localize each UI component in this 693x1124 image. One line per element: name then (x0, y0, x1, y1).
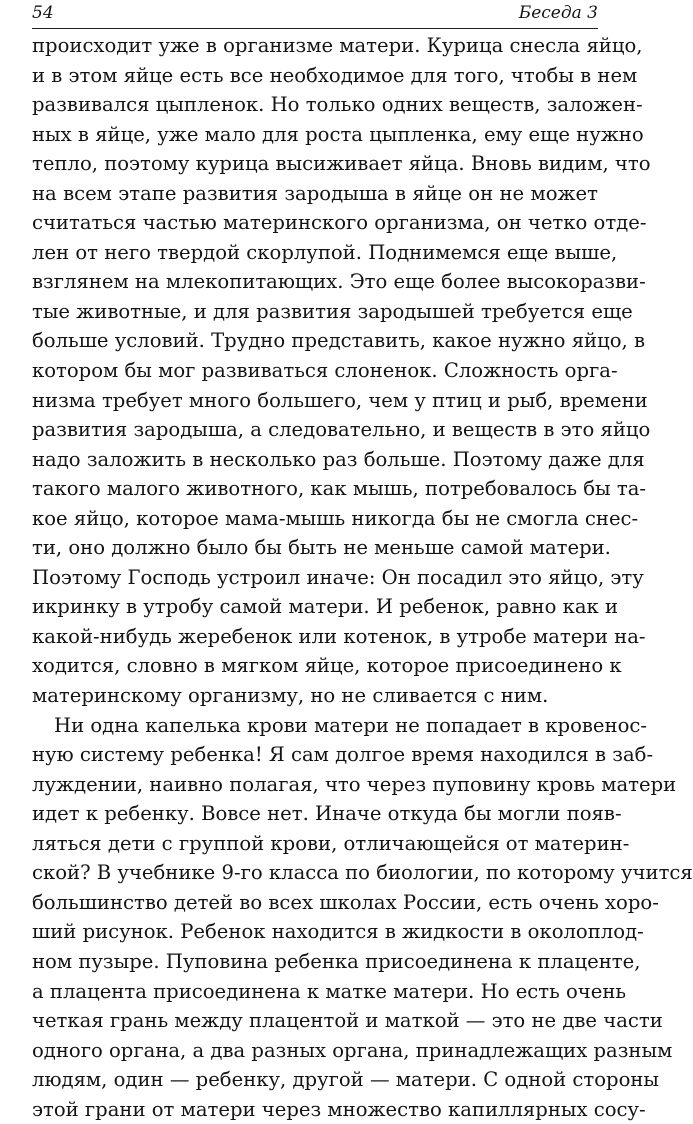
text-line: Поэтому Господь устроил иначе: Он посадил это яйцо, эту (32, 565, 644, 589)
text-line: ший рисунок. Ребенок находится в жидкости в околоплод- (32, 920, 644, 944)
text-line: ную систему ребенка! Я сам долгое время находился в заб- (32, 743, 654, 767)
text-line: ных в яйце, уже мало для роста цыпленка, ему еще нужно (32, 122, 644, 146)
text-line: и в этом яйце есть все необходимое для того, чтобы в нем (32, 63, 638, 87)
text-line: больше условий. Трудно представить, какое нужно яйцо, в (32, 329, 645, 353)
text-line: икринку в утробу самой матери. И ребенок, равно как и (32, 595, 619, 619)
text-line: ской? В учебнике 9-го класса по биологии, по которому учится (32, 861, 693, 885)
text-line: котором бы мог развиваться слоненок. Сложность орга- (32, 359, 618, 383)
text-line: Ни одна капелька крови матери не попадает в кровенос- (54, 713, 647, 737)
text-line: развивался цыпленок. Но только одних веществ, заложен- (32, 93, 643, 117)
text-line: лен от него твердой скорлупой. Поднимемся еще выше, (32, 240, 618, 264)
text-line: происходит уже в организме матери. Курица снесла яйцо, (32, 34, 643, 57)
body-text (32, 31, 693, 1124)
text-line: надо заложить в несколько раз больше. Поэтому даже для (32, 447, 645, 471)
text-line: тые животные, и для развития зародышей требуется еще (32, 299, 633, 323)
text-line: тепло, поэтому курица высиживает яйца. Вновь видим, что (32, 152, 651, 176)
text-line: а плацента присоединена к матке матери. Но есть очень (32, 979, 627, 1003)
text-line: материнскому организму, но не сливается с ним. (32, 684, 549, 708)
text-line: людям, один — ребенку, другой — матери. С одной стороны (32, 1068, 660, 1092)
text-line: ходится, словно в мягком яйце, которое присоединено к (32, 654, 622, 678)
text-line: низма требует много большего, чем у птиц и рыб, времени (32, 388, 648, 412)
text-line: кое яйцо, которое мама-мышь никогда бы не смогла снес- (32, 506, 639, 530)
paragraph (32, 31, 651, 711)
text-line: какой-нибудь жеребенок или котенок, в утробе матери на- (32, 624, 646, 648)
text-line: идет к ребенку. Вовсе нет. Иначе откуда бы могли появ- (32, 802, 622, 826)
text-line: луждении, наивно полагая, что через пуповину кровь матери (32, 772, 677, 796)
text-line: четкая грань между плацентой и маткой — это не две части (32, 1009, 663, 1033)
text-line: взглянем на млекопитающих. Это еще более высокоразви- (32, 270, 646, 294)
text-line: на всем этапе развития зародыша в яйце он не может (32, 181, 598, 205)
text-line: большинство детей во всех школах России, есть очень хоро- (32, 890, 659, 914)
chapter-title: Беседа 3 (518, 3, 598, 23)
text-line: ляться дети с группой крови, отличающейся от материн- (32, 831, 630, 855)
running-header (32, 2, 598, 29)
text-line: одного органа, а два разных органа, принадлежащих разным (32, 1038, 673, 1062)
text-line: такого малого животного, как мышь, потребовалось бы та- (32, 477, 647, 501)
text-line: ном пузыре. Пуповина ребенка присоединена к плаценте, (32, 949, 641, 973)
page-number: 54 (32, 3, 54, 23)
paragraph (32, 711, 693, 1124)
text-line: считаться частью материнского организма, он четко отде- (32, 211, 647, 235)
text-line: ти, оно должно было бы быть не меньше самой матери. (32, 536, 611, 560)
text-line: развития зародыша, а следовательно, и веществ в это яйцо (32, 418, 651, 442)
text-line: этой грани от матери через множество капиллярных сосу- (32, 1097, 646, 1121)
